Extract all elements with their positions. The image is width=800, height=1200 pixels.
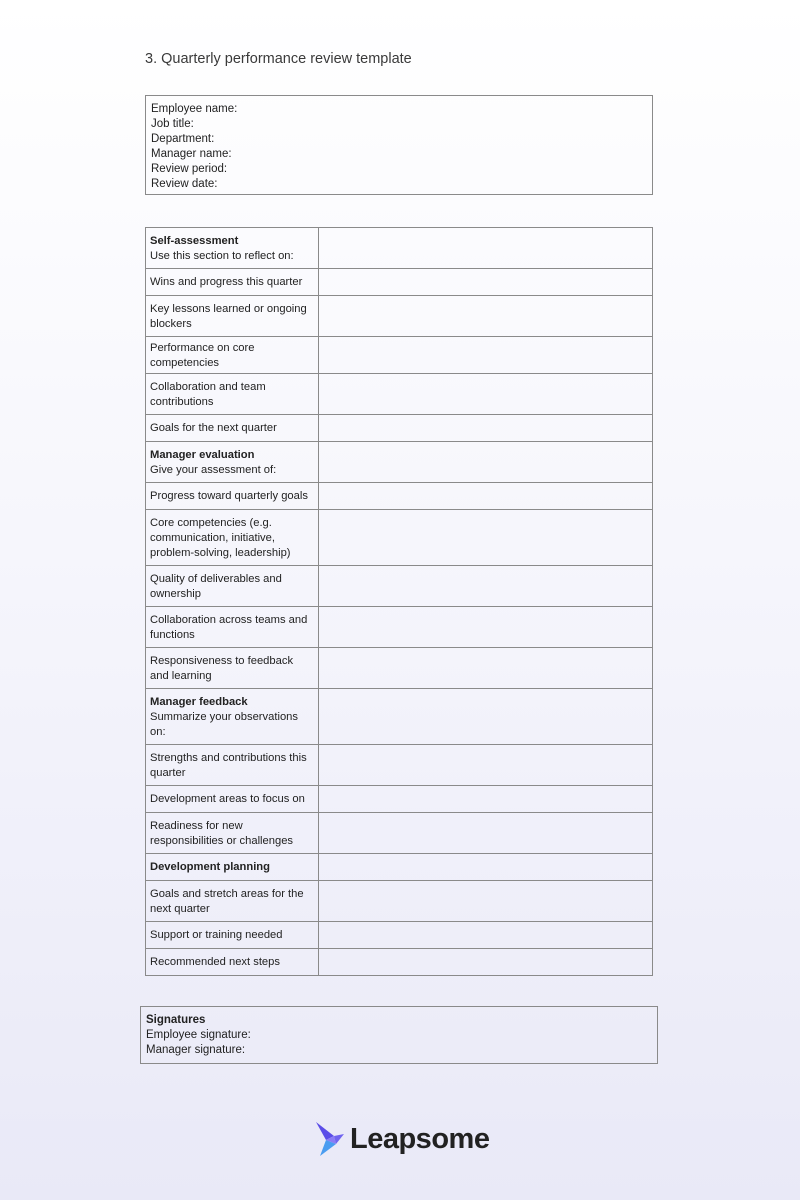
row-label	[146, 374, 319, 414]
table-row	[146, 786, 652, 813]
response-cell[interactable]	[319, 510, 652, 565]
row-text: Strengths and contributions this quarter	[150, 751, 307, 779]
row-text: Wins and progress this quarter	[150, 276, 303, 288]
row-label	[146, 648, 319, 688]
response-cell[interactable]	[319, 854, 652, 880]
row-text: Development areas to focus on	[150, 793, 305, 805]
row-text: Core competencies (e.g. communication, initiative, problem-solving, leadership)	[150, 516, 291, 559]
row-text: Responsiveness to feedback and learning	[150, 654, 294, 682]
row-text: Collaboration and team contributions	[150, 380, 266, 408]
response-cell[interactable]	[319, 607, 652, 647]
response-cell[interactable]	[319, 442, 652, 482]
response-cell[interactable]	[319, 881, 652, 921]
row-text: Performance on core competencies	[150, 341, 255, 369]
row-label	[146, 296, 319, 336]
logo-wordmark: Leapsome	[350, 1122, 490, 1155]
table-row	[146, 415, 652, 442]
employee-signature-field: Employee signature:	[146, 1029, 251, 1041]
row-label	[146, 442, 319, 482]
row-label	[146, 949, 319, 975]
row-label	[146, 689, 319, 744]
response-cell[interactable]	[319, 786, 652, 812]
table-row	[146, 228, 652, 269]
table-row	[146, 337, 652, 374]
table-row	[146, 922, 652, 949]
response-cell[interactable]	[319, 949, 652, 975]
row-text: Progress toward quarterly goals	[150, 490, 308, 502]
row-text: Give your assessment of:	[150, 463, 277, 476]
table-row	[146, 854, 652, 881]
row-label	[146, 607, 319, 647]
section-heading: Manager feedback	[150, 695, 248, 708]
response-cell[interactable]	[319, 296, 652, 336]
response-cell[interactable]	[319, 566, 652, 606]
response-cell[interactable]	[319, 228, 652, 268]
row-text: Key lessons learned or ongoing blockers	[150, 302, 307, 330]
section-heading: Development planning	[150, 861, 270, 873]
table-row	[146, 296, 652, 337]
table-row	[146, 949, 652, 975]
table-row	[146, 813, 652, 854]
employee-name-field: Employee name:	[151, 103, 238, 115]
manager-signature-field: Manager signature:	[146, 1044, 246, 1056]
leapsome-bird-icon	[314, 1120, 346, 1158]
row-label	[146, 483, 319, 509]
table-row	[146, 483, 652, 510]
row-label	[146, 813, 319, 853]
row-text: Goals for the next quarter	[150, 422, 277, 434]
response-cell[interactable]	[319, 922, 652, 948]
row-label	[146, 415, 319, 441]
page-title: 3. Quarterly performance review template	[145, 51, 412, 67]
row-label	[146, 786, 319, 812]
response-cell[interactable]	[319, 269, 652, 295]
table-row	[146, 745, 652, 786]
row-label	[146, 922, 319, 948]
row-label	[146, 337, 319, 373]
leapsome-logo	[314, 1120, 489, 1158]
review-date-field: Review date:	[151, 178, 218, 190]
review-period-field: Review period:	[151, 163, 228, 175]
response-cell[interactable]	[319, 745, 652, 785]
manager-name-field: Manager name:	[151, 148, 232, 160]
table-row	[146, 648, 652, 689]
row-text: Use this section to reflect on:	[150, 249, 294, 262]
section-heading: Manager evaluation	[150, 448, 255, 461]
employee-info-box	[145, 95, 653, 195]
response-cell[interactable]	[319, 337, 652, 373]
response-cell[interactable]	[319, 415, 652, 441]
row-text: Collaboration across teams and functions	[150, 613, 308, 641]
job-title-field: Job title:	[151, 118, 194, 130]
row-text: Support or training needed	[150, 929, 283, 941]
signatures-heading: Signatures	[146, 1014, 206, 1026]
table-row	[146, 269, 652, 296]
row-text: Goals and stretch areas for the next quarter	[150, 887, 304, 915]
table-row	[146, 881, 652, 922]
row-label	[146, 745, 319, 785]
table-row	[146, 689, 652, 745]
row-text: Summarize your observations on:	[150, 710, 298, 738]
section-heading: Self-assessment	[150, 234, 239, 247]
department-field: Department:	[151, 133, 215, 145]
row-label	[146, 881, 319, 921]
row-label	[146, 228, 319, 268]
response-cell[interactable]	[319, 689, 652, 744]
table-row	[146, 510, 652, 566]
row-label	[146, 566, 319, 606]
table-row	[146, 442, 652, 483]
signatures-box	[140, 1006, 658, 1064]
row-label	[146, 854, 319, 880]
response-cell[interactable]	[319, 813, 652, 853]
table-row	[146, 374, 652, 415]
row-text: Readiness for new responsibilities or challenges	[150, 819, 294, 847]
table-row	[146, 566, 652, 607]
response-cell[interactable]	[319, 374, 652, 414]
response-cell[interactable]	[319, 483, 652, 509]
row-text: Quality of deliverables and ownership	[150, 572, 282, 600]
row-text: Recommended next steps	[150, 956, 280, 968]
table-row	[146, 607, 652, 648]
row-label	[146, 269, 319, 295]
response-cell[interactable]	[319, 648, 652, 688]
row-label	[146, 510, 319, 565]
review-table	[145, 227, 653, 976]
